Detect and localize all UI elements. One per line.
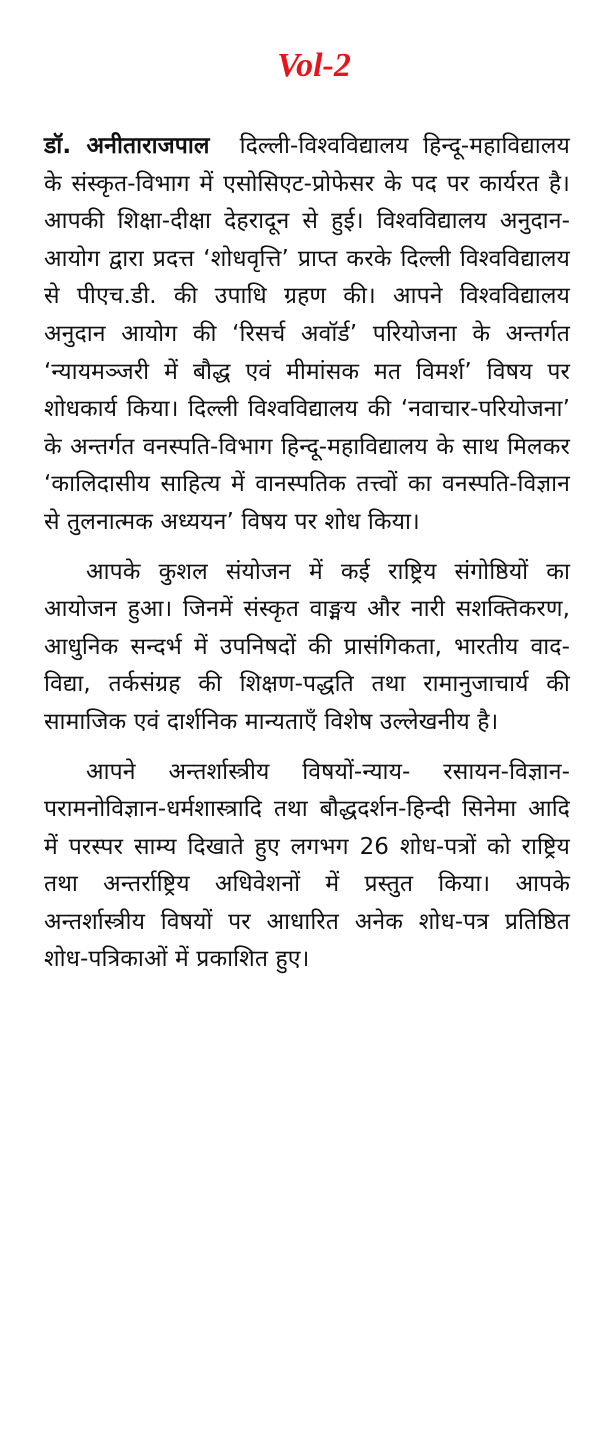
bio-paragraph-2: आपके कुशल संयोजन में कई राष्ट्रिय संगोष्ठियों का आयोजन हुआ। जिनमें संस्कृत वाङ्मय और नारी सशक्तिकरण, आधुनिक सन्दर्भ में उपनिषदों की प्रासंगिकता, भारतीय वाद-विद्या, तर्कसंग्रह की शिक्षण-पद्धति तथा रामानुजाचार्य की सामाजिक एवं दार्शनिक मान्यताएँ विशेष उल्लेखनीय है। — [44, 558, 570, 735]
author-bio — [44, 128, 570, 979]
volume-title: Vol-2 — [277, 47, 351, 84]
author-name: डॉ. अनीताराजपाल — [44, 133, 210, 159]
bio-paragraph-1 — [44, 128, 570, 542]
bio-paragraph-1-text: दिल्ली-विश्वविद्यालय हिन्दू-महाविद्यालय के संस्कृत-विभाग में एसोसिएट-प्रोफेसर के पद पर कार्यरत है। आपकी शिक्षा-दीक्षा देहरादून से हुई। विश्वविद्यालय अनुदान-आयोग द्वारा प्रदत्त ‘शोधवृत्ति’ प्राप्त करके दिल्ली विश्वविद्यालय से पीएच.डी. की उपाधि ग्रहण की। आपने विश्वविद्यालय अनुदान आयोग की ‘रिसर्च अवॉर्ड’ परियोजना के अन्तर्गत ‘न्यायमञ्जरी में बौद्ध एवं मीमांसक मत विमर्श’ विषय पर शोधकार्य किया। दिल्ली विश्वविद्यालय की ‘नवाचार-परियोजना’ के अन्तर्गत वनस्पति-विभाग हिन्दू-महाविद्यालय के साथ मिलकर ‘कालिदासीय साहित्य में वानस्पतिक तत्त्वों का वनस्पति-विज्ञान से तुलनात्मक अध्ययन’ विषय पर शोध किया। — [44, 133, 570, 535]
bio-paragraph-3: आपने अन्तर्शास्त्रीय विषयों-न्याय- रसायन-विज्ञान-परामनोविज्ञान-धर्मशास्त्रादि तथा बौद्धदर्शन-हिन्दी सिनेमा आदि में परस्पर साम्य दिखाते हुए लगभग 26 शोध-पत्रों को राष्ट्रिय तथा अन्तर्राष्ट्रिय अधिवेशनों में प्रस्तुत किया। आपके अन्तर्शास्त्रीय विषयों पर आधारित अनेक शोध-पत्र प्रतिष्ठित शोध-पत्रिकाओं में प्रकाशित हुए। — [44, 758, 570, 973]
